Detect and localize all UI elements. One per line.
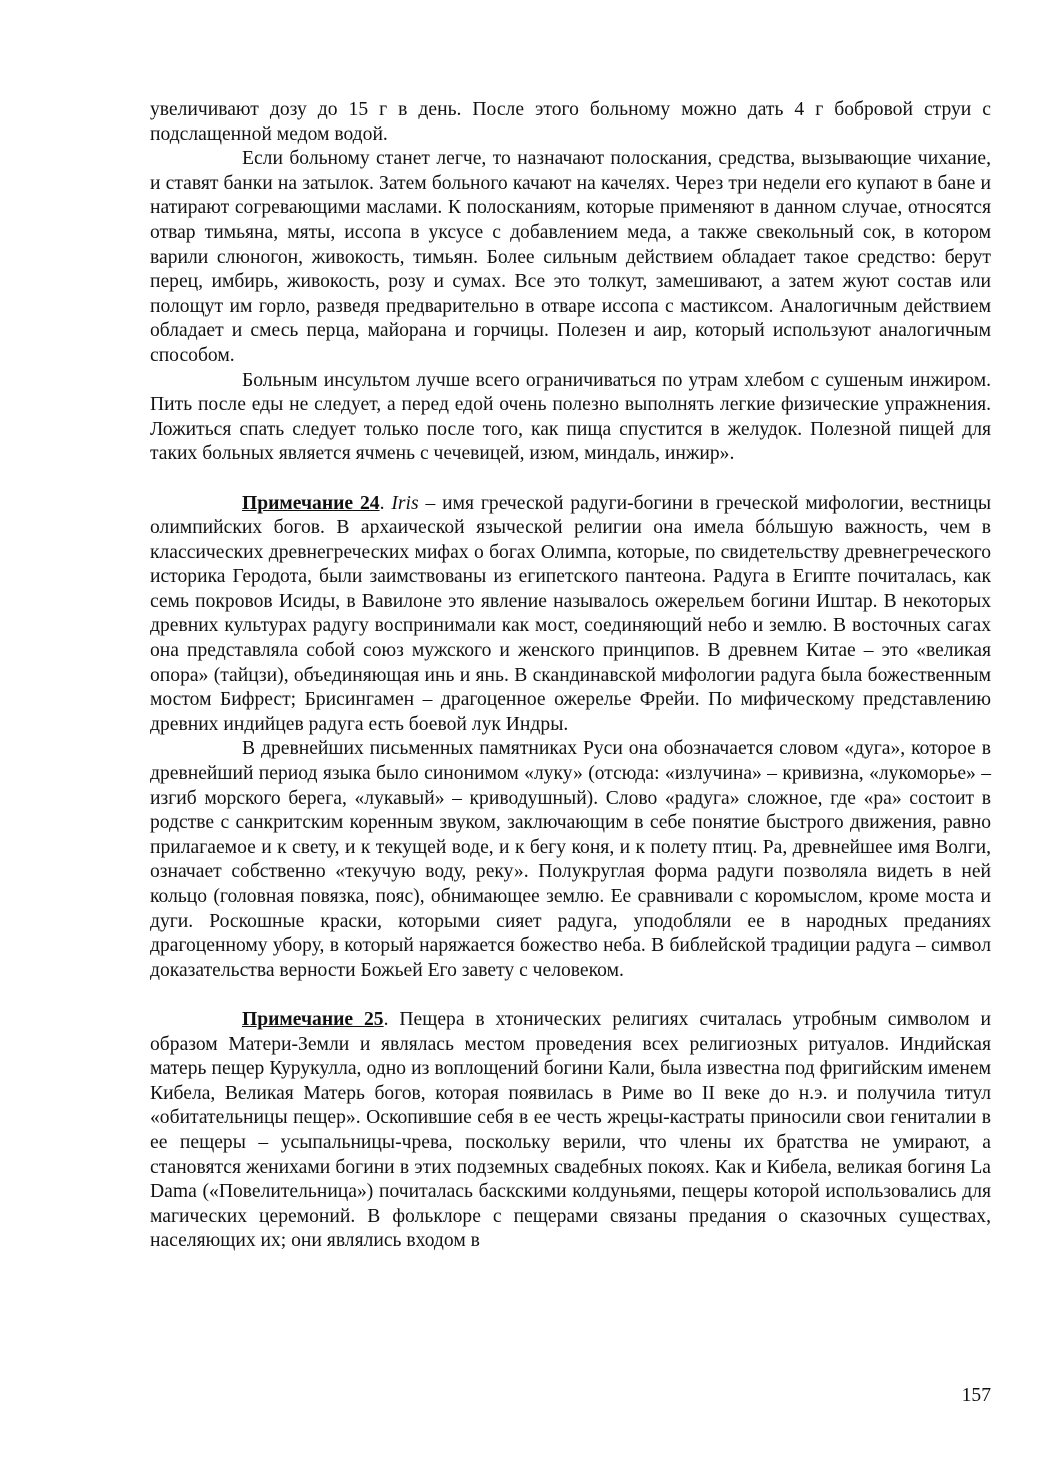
note-25-heading: Примечание 25 — [242, 1008, 384, 1030]
paragraph-stroke-diet: Больным инсультом лучше всего ограничиваться по утрам хлебом с сушеным инжиром. Пить после еды не следует, а перед едой очень полезно выполнять легкие физические упражнения. Ложиться спать следует только после того, как пища спустится в желудок. Полезной пищей для таких больных является ячмень с чечевицей, изюм, миндаль, инжир». — [150, 369, 991, 465]
paragraph-continuation: увеличивают дозу до 15 г в день. После этого больному можно дать 4 г бобровой струи с подслащенной медом водой. — [150, 99, 991, 145]
note-24-heading-punct: . — [379, 492, 392, 514]
paragraph-rinses: Если больному станет легче, то назначают полоскания, средства, вызывающие чихание, и ставят банки на затылок. Затем больного качают на качелях. Через три недели его купают в бане и натирают согревающими маслами. К полосканиям, которые применяют в данном случае, относятся отвар тимьяна, мяты, иссопа в уксусе с добавлением меда, а также свекольный сок, в котором варили слюногон, живокость, тимьян. Более сильным действием обладает такое средство: берут перец, имбирь, живокость, розу и сумах. Все это толкут, замешивают, а затем жуют состав или полощут им горло, разведя предварительно в отваре иссопа с мастиксом. Аналогичным действием обладает и смесь перца, майорана и горчицы. Полезен и аир, который используют аналогичным способом. — [150, 148, 991, 366]
note-24-heading: Примечание 24 — [242, 492, 380, 514]
note-24-text: – имя греческой радуги-богини в греческой мифологии, вестницы олимпийских богов. В архаической языческой религии она имела бóльшую важность, чем в классических древнегреческих мифах о богах Олимпа, которые, по свидетельству древнегреческого историка Геродота, были заимствованы из египетского пантеона. Радуга в Египте почиталась, как семь покровов Исиды, в Вавилоне это явление называлось ожерельем богини Иштар. В некоторых древних культурах радугу воспринимали как мост, соединяющий небо и землю. В восточных сагах она представляла собой союз мужского и женского принципов. В древнем Китае – это «великая опора» (тайцзи), объединяющая инь и янь. В скандинавской мифологии радуга была божественным мостом Бифрест; Брисингамен – драгоценное ожерелье Фрейи. По мифическому представлению древних индийцев радуга есть боевой лук Индры. — [150, 492, 991, 735]
note-24-paragraph — [150, 492, 991, 738]
note-24-term: Iris — [391, 492, 419, 514]
page-body — [150, 98, 991, 1254]
note-25-heading-punct: . — [383, 1008, 400, 1030]
note-24-paragraph-2: В древнейших письменных памятниках Руси она обозначается словом «дуга», которое в древнейший период языка было синонимом «луку» (отсюда: «излучина» – кривизна, «лукоморье» – изгиб морского берега, «лукавый» – криводушный). Слово «радуга» сложное, где «ра» состоит в родстве с санкритским коренным звуком, заключающим в себе понятие быстрого движения, равно прилагаемое и к свету, и к текущей воде, и к бегу коня, и к полету птиц. Ра, древнейшее имя Волги, означает собственно «текучую воду, реку». Полукруглая форма радуги позволяла видеть в ней кольцо (головная повязка, пояс), обнимающее землю. Ее сравнивали с коромыслом, кроме моста и дуги. Роскошные краски, которыми сияет радуга, уподобляли ее в народных преданиях драгоценному убору, в который наряжается божество неба. В библейской традиции радуга – символ доказательства верности Божьей Его завету с человеком. — [150, 738, 991, 981]
page-number: 157 — [961, 1385, 991, 1406]
note-25-paragraph — [150, 1008, 991, 1254]
note-25-text: Пещера в хтонических религиях считалась утробным символом и образом Матери-Земли и являлась местом проведения всех религиозных ритуалов. Индийская матерь пещер Курукулла, одно из воплощений богини Кали, была известна под фригийским именем Кибела, Великая Матерь богов, которая появилась в Риме во II веке до н.э. и получила титул «обитательницы пещер». Оскопившие себя в ее честь жрецы-кастраты приносили свои гениталии в ее пещеры – усыпальницы-чрева, поскольку верили, что члены их братства не умирают, а становятся женихами богини в этих подземных свадебных покоях. Как и Кибела, великая богиня La Dama («Повелительница») почиталась баскскими колдуньями, пещеры которой использовались для магических церемоний. В фольклоре с пещерами связаны предания о сказочных существах, населяющих их; они являлись входом в — [150, 1008, 991, 1252]
